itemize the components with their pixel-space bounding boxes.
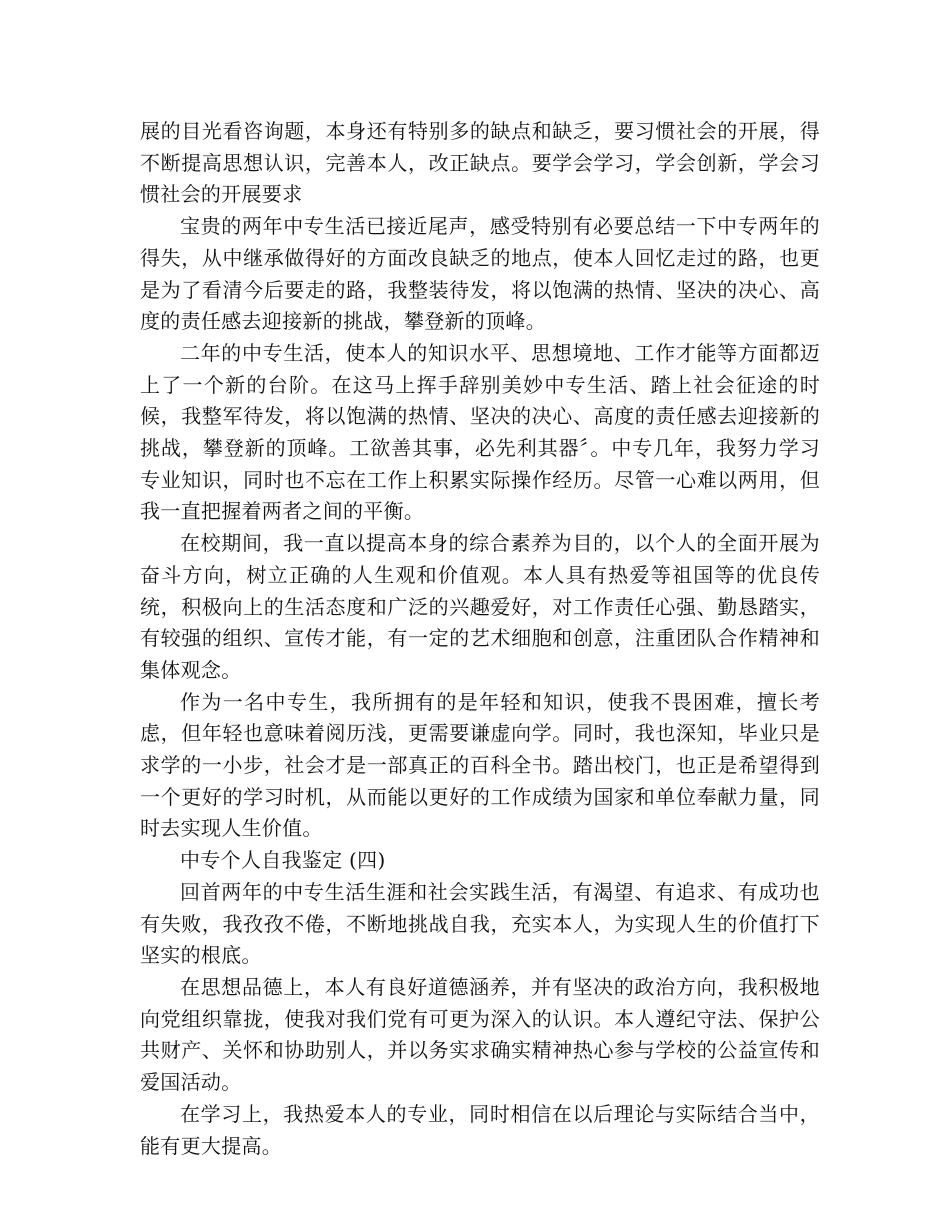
paragraph-looking-back: 回首两年的中专生活生涯和社会实践生活，有渴望、有追求、有成功也有失败，我孜孜不倦，不断地挑战自我，充实本人，为实现人生的价值打下坚实的根底。 — [140, 879, 820, 968]
paragraph-study: 在学习上，我热爱本人的专业，同时相信在以后理论与实际结合当中，能有更大提高。 — [140, 1101, 820, 1158]
section-heading: 中专个人自我鉴定 (四) — [180, 848, 386, 873]
document-body — [140, 116, 820, 1162]
paragraph-moral-character: 在思想品德上，本人有良好道德涵养，并有坚决的政治方向，我积极地向党组织靠拢，使我对我们党有可更为深入的认识。本人遵纪守法、保护公共财产、关怀和协助别人，并以务实求确实精神热心参与学校的公益宣传和爱国活动。 — [140, 974, 820, 1095]
paragraph-two-years-summary: 宝贵的两年中专生活已接近尾声，感受特别有必要总结一下中专两年的得失，从中继承做得好的方面改良缺乏的地点，使本人回忆走过的路，也更是为了看清今后要走的路，我整装待发，将以饱满的热情、坚决的决心、高度的责任感去迎接新的挑战，攀登新的顶峰。 — [140, 214, 820, 334]
paragraph-continuation: 展的目光看咨询题，本身还有特别多的缺点和缺乏，要习惯社会的开展，得不断提高思想认识，完善本人，改正缺点。要学会学习，学会创新，学会习惯社会的开展要求 — [140, 119, 820, 207]
paragraph-new-stage: 二年的中专生活，使本人的知识水平、思想境地、工作才能等方面都迈上了一个新的台阶。在这马上挥手辞别美妙中专生活、踏上社会征途的时候，我整军待发，将以饱满的热情、坚决的决心、高度的责任感去迎接新的挑战，攀登新的顶峰。工欲善其事，必先利其器〞。中专几年，我努力学习专业知识，同时也不忘在工作上积累实际操作经历。尽管一心难以两用，但我一直把握着两者之间的平衡。 — [140, 340, 820, 524]
paragraph-as-student: 作为一名中专生，我所拥有的是年轻和知识，使我不畏困难，擅长考虑，但年轻也意味着阅历浅，更需要谦虚向学。同时，我也深知，毕业只是求学的一小步，社会才是一部真正的百科全书。踏出校门，也正是希望得到一个更好的学习时机，从而能以更好的工作成绩为国家和单位奉献力量，同时去实现人生价值。 — [140, 689, 820, 841]
paragraph-school-period: 在校期间，我一直以提高本身的综合素养为目的，以个人的全面开展为奋斗方向，树立正确的人生观和价值观。本人具有热爱等祖国等的优良传统，积极向上的生活态度和广泛的兴趣爱好，对工作责任心强、勤恳踏实，有较强的组织、宣传才能，有一定的艺术细胞和创意，注重团队合作精神和集体观念。 — [140, 531, 820, 682]
